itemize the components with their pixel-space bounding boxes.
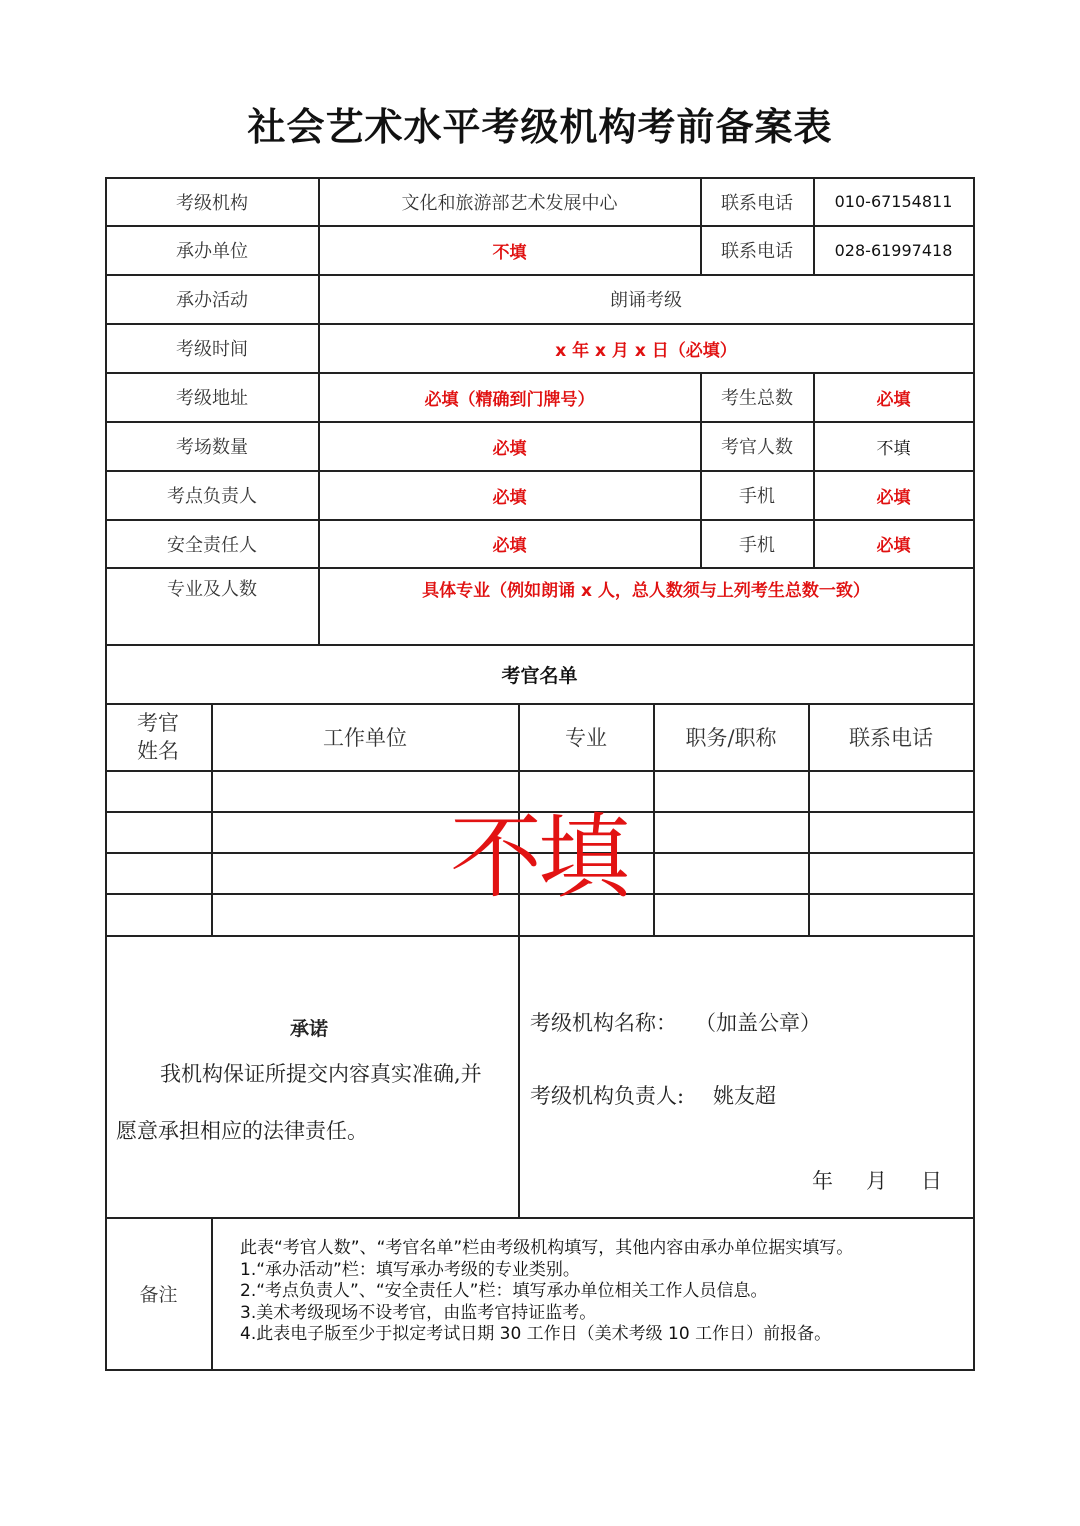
not-required-stamp: 不填 xyxy=(450,804,627,911)
exam-time-value: x 年 x 月 x 日（必填） xyxy=(555,340,737,361)
date-year: 年 xyxy=(812,1169,833,1193)
form-title: 社会艺术水平考级机构考前备案表 xyxy=(247,105,833,149)
room-count-label: 考场数量 xyxy=(176,437,248,458)
col-header-major: 专业 xyxy=(565,726,607,750)
col-divider xyxy=(211,1217,213,1369)
examiner-count-value: 不填 xyxy=(876,438,911,459)
mobile-value: 必填 xyxy=(876,487,911,508)
pledge-heading: 承诺 xyxy=(290,1018,329,1040)
table-border-bottom xyxy=(105,1369,975,1371)
row-divider xyxy=(105,1217,975,1219)
table-border-right xyxy=(973,177,975,1370)
phone-value: 010-67154811 xyxy=(834,192,953,211)
seal-note: （加盖公章） xyxy=(695,1011,821,1035)
phone-label: 联系电话 xyxy=(721,241,793,262)
exam-org-value: 文化和旅游部艺术发展中心 xyxy=(401,192,618,214)
exam-org-label: 考级机构 xyxy=(176,192,248,214)
date-day: 日 xyxy=(921,1169,942,1193)
phone-label: 联系电话 xyxy=(721,192,793,214)
pledge-text-line-1: 我机构保证所提交内容真实准确,并 xyxy=(160,1062,482,1086)
col-header-title: 职务/职称 xyxy=(685,726,777,750)
exam-time-label: 考级时间 xyxy=(176,339,248,360)
major-count-value: 具体专业（例如朗诵 x 人，总人数须与上列考生总数一致） xyxy=(422,580,870,601)
row-divider xyxy=(105,935,975,937)
phone-value: 028-61997418 xyxy=(834,240,953,260)
host-unit-value: 不填 xyxy=(492,242,527,263)
host-unit-label: 承办单位 xyxy=(176,241,248,262)
candidate-total-value: 必填 xyxy=(876,389,911,410)
remarks-list xyxy=(240,1238,853,1346)
exam-address-value: 必填（精确到门牌号） xyxy=(424,389,595,410)
remarks-line: 此表“考官人数”、“考官名单”栏由考级机构填写，其他内容由承办单位据实填写。 xyxy=(240,1238,854,1258)
mobile-value: 必填 xyxy=(876,536,911,556)
remarks-line: 3.美术考级现场不设考官，由监考官持证监考。 xyxy=(240,1302,597,1323)
org-name-label: 考级机构名称： xyxy=(530,1011,677,1035)
remarks-label: 备注 xyxy=(139,1284,178,1306)
org-lead-value: 姚友超 xyxy=(713,1084,776,1108)
pledge-text-line-2: 愿意承担相应的法律责任。 xyxy=(116,1119,368,1143)
org-lead-label: 考级机构负责人: xyxy=(530,1084,685,1108)
examiner-count-label: 考官人数 xyxy=(721,437,793,458)
room-count-value: 必填 xyxy=(492,438,527,459)
remarks-line: 1.“承办活动”栏：填写承办考级的专业类别。 xyxy=(240,1259,580,1280)
date-month: 月 xyxy=(866,1169,887,1193)
remarks-line: 4.此表电子版至少于拟定考试日期 30 工作日（美术考级 10 工作日）前报备。 xyxy=(240,1324,832,1344)
major-count-label: 专业及人数 xyxy=(167,579,257,600)
activity-value: 朗诵考级 xyxy=(610,290,682,311)
exam-address-label: 考级地址 xyxy=(176,388,248,409)
safety-lead-label: 安全责任人 xyxy=(167,534,257,556)
col-divider xyxy=(518,935,520,1217)
col-header-phone: 联系电话 xyxy=(849,726,933,750)
activity-label: 承办活动 xyxy=(176,290,248,311)
site-lead-label: 考点负责人 xyxy=(167,486,257,507)
candidate-total-label: 考生总数 xyxy=(721,388,793,409)
safety-lead-value: 必填 xyxy=(492,536,527,556)
mobile-label: 手机 xyxy=(739,486,775,507)
site-lead-value: 必填 xyxy=(492,487,527,508)
row-divider xyxy=(105,770,975,772)
examiner-list-heading: 考官名单 xyxy=(501,664,578,687)
col-header-name: 考官姓名 xyxy=(137,711,179,763)
remarks-line: 2.“考点负责人”、“安全责任人”栏：填写承办单位相关工作人员信息。 xyxy=(240,1281,768,1301)
mobile-label: 手机 xyxy=(739,534,775,556)
col-header-unit: 工作单位 xyxy=(323,726,407,750)
